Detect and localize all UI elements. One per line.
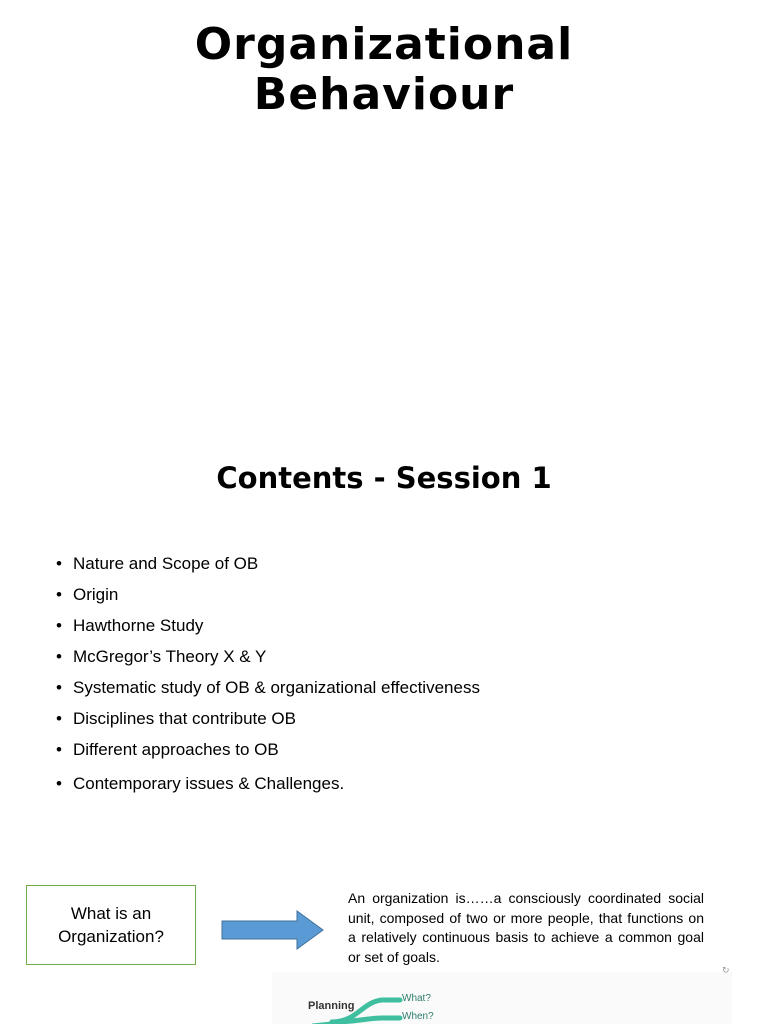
list-item-text: Nature and Scope of OB	[73, 554, 259, 573]
list-item	[56, 610, 480, 641]
question-line-1: What is an	[70, 904, 152, 923]
bullet-icon: •	[56, 740, 62, 759]
question-line-2: Organization?	[58, 927, 164, 946]
bullet-icon: •	[56, 585, 62, 604]
list-item-text: McGregor’s Theory X & Y	[73, 647, 267, 666]
list-item	[56, 768, 480, 799]
list-item-text: Origin	[73, 585, 119, 604]
list-item-text: Contemporary issues & Challenges.	[73, 774, 345, 793]
title-line-2: Behaviour	[253, 69, 515, 120]
bullet-icon: •	[56, 616, 62, 635]
contents-list	[56, 548, 480, 799]
list-item-text: Disciplines that contribute OB	[73, 709, 296, 728]
right-arrow-icon	[221, 910, 325, 950]
bullet-icon: •	[56, 678, 62, 697]
organization-question-box	[26, 885, 196, 965]
list-item-text: Hawthorne Study	[73, 616, 204, 635]
contents-heading: Contents - Session 1	[216, 461, 552, 495]
organization-definition: An organization is……a consciously coordinated social unit, composed of two or more people, that functions on a relatively continuous basis to achieve a common goal or set of goals.	[348, 890, 704, 965]
page-title	[0, 20, 768, 120]
list-item	[56, 641, 480, 672]
bullet-icon: •	[56, 647, 62, 666]
bullet-icon: •	[56, 554, 62, 573]
rotate-icon: ↻	[722, 966, 730, 976]
bullet-icon: •	[56, 709, 62, 728]
list-item	[56, 703, 480, 734]
diagram-branch-label: When?	[402, 1011, 434, 1022]
list-item	[56, 672, 480, 703]
diagram-root-label: Planning	[308, 1000, 355, 1012]
list-item-text: Systematic study of OB & organizational effectiveness	[73, 678, 480, 697]
organization-question	[58, 902, 164, 948]
bullet-icon: •	[56, 774, 62, 793]
planning-diagram-image	[272, 972, 732, 1024]
list-item-text: Different approaches to OB	[73, 740, 279, 759]
list-item	[56, 579, 480, 610]
diagram-branch-label: What?	[402, 993, 431, 1004]
title-line-1: Organizational	[194, 19, 574, 70]
list-item	[56, 734, 480, 765]
list-item	[56, 548, 480, 579]
